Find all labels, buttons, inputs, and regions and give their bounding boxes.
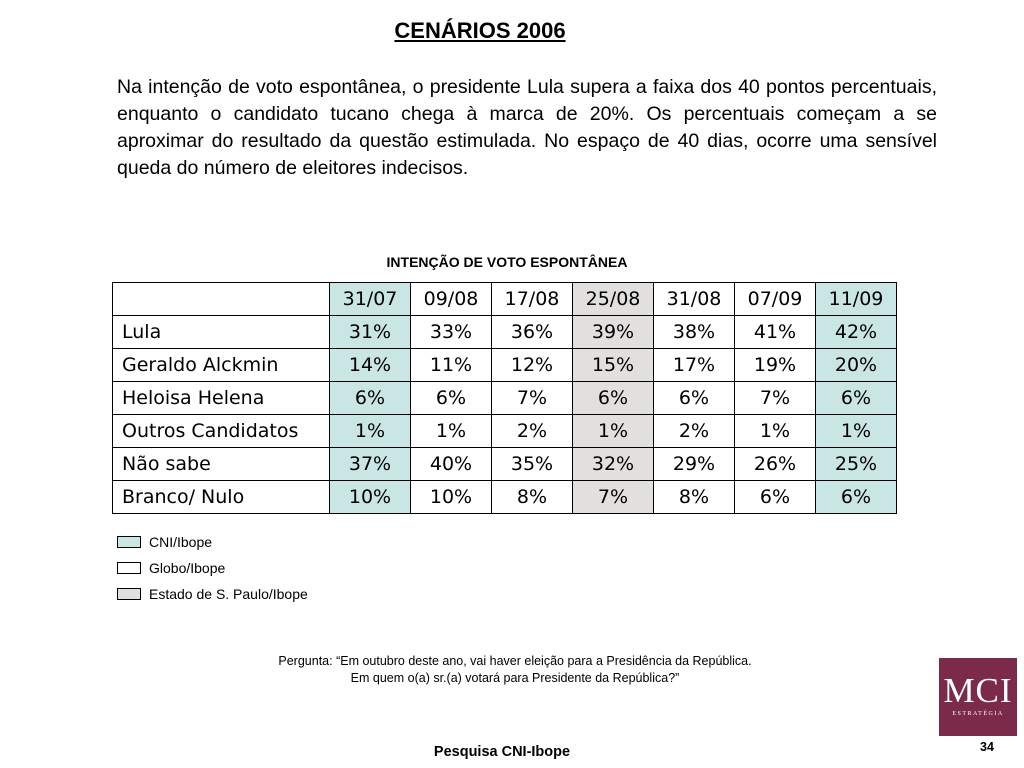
value-cell: 7% xyxy=(735,382,816,415)
date-header-cell: 25/08 xyxy=(573,283,654,316)
value-cell: 15% xyxy=(573,349,654,382)
candidate-label: Lula xyxy=(113,316,330,349)
date-header-cell: 31/07 xyxy=(330,283,411,316)
candidate-label: Heloisa Helena xyxy=(113,382,330,415)
value-cell: 29% xyxy=(654,448,735,481)
intro-paragraph: Na intenção de voto espontânea, o presidente Lula supera a faixa dos 40 pontos percentuais, enquanto o candidato tucano chega à marca de 20%. Os percentuais começam a se aproximar do resultado da questão estimulada. No espaço de 40 dias, ocorre uma sensível queda do número de eleitores indecisos. xyxy=(117,76,937,179)
value-cell: 1% xyxy=(411,415,492,448)
value-cell: 6% xyxy=(573,382,654,415)
value-cell: 33% xyxy=(411,316,492,349)
date-header-cell: 07/09 xyxy=(735,283,816,316)
value-cell: 7% xyxy=(492,382,573,415)
value-cell: 32% xyxy=(573,448,654,481)
table-header-row xyxy=(113,283,897,316)
value-cell: 6% xyxy=(816,481,897,514)
value-cell: 19% xyxy=(735,349,816,382)
table-row xyxy=(113,448,897,481)
date-header-cell: 31/08 xyxy=(654,283,735,316)
candidate-label: Outros Candidatos xyxy=(113,415,330,448)
value-cell: 35% xyxy=(492,448,573,481)
candidate-label: Não sabe xyxy=(113,448,330,481)
source-legend xyxy=(117,529,308,607)
value-cell: 11% xyxy=(411,349,492,382)
value-cell: 26% xyxy=(735,448,816,481)
survey-question: Pergunta: “Em outubro deste ano, vai haver eleição para a Presidência da República. Em quem o(a) sr.(a) votará para Presidente da República?” xyxy=(278,654,752,685)
value-cell: 40% xyxy=(411,448,492,481)
legend-label: Globo/Ibope xyxy=(149,560,226,576)
value-cell: 25% xyxy=(816,448,897,481)
value-cell: 8% xyxy=(492,481,573,514)
value-cell: 8% xyxy=(654,481,735,514)
legend-item-cni xyxy=(117,529,308,555)
table-row xyxy=(113,415,897,448)
legend-label: Estado de S. Paulo/Ibope xyxy=(149,586,308,602)
value-cell: 1% xyxy=(816,415,897,448)
value-cell: 12% xyxy=(492,349,573,382)
value-cell: 38% xyxy=(654,316,735,349)
logo-main-text: MCI xyxy=(943,671,1013,710)
value-cell: 7% xyxy=(573,481,654,514)
value-cell: 17% xyxy=(654,349,735,382)
table-corner-cell xyxy=(113,283,330,316)
value-cell: 6% xyxy=(816,382,897,415)
value-cell: 6% xyxy=(735,481,816,514)
value-cell: 10% xyxy=(411,481,492,514)
vote-intention-table xyxy=(112,282,897,514)
slide-title: CENÁRIOS 2006 xyxy=(394,18,566,43)
value-cell: 39% xyxy=(573,316,654,349)
value-cell: 42% xyxy=(816,316,897,349)
table-title: INTENÇÃO DE VOTO ESPONTÂNEA xyxy=(386,254,628,270)
legend-swatch xyxy=(117,588,141,600)
logo-sub-text: ESTRATÉGIA xyxy=(952,711,1004,717)
table-row xyxy=(113,349,897,382)
value-cell: 2% xyxy=(492,415,573,448)
value-cell: 31% xyxy=(330,316,411,349)
value-cell: 6% xyxy=(330,382,411,415)
date-header-cell: 17/08 xyxy=(492,283,573,316)
candidate-label: Branco/ Nulo xyxy=(113,481,330,514)
date-header-cell: 09/08 xyxy=(411,283,492,316)
value-cell: 1% xyxy=(330,415,411,448)
legend-item-estado xyxy=(117,581,308,607)
value-cell: 36% xyxy=(492,316,573,349)
table-row xyxy=(113,316,897,349)
candidate-label: Geraldo Alckmin xyxy=(113,349,330,382)
date-header-cell: 11/09 xyxy=(816,283,897,316)
value-cell: 1% xyxy=(573,415,654,448)
value-cell: 20% xyxy=(816,349,897,382)
table-row xyxy=(113,382,897,415)
value-cell: 1% xyxy=(735,415,816,448)
value-cell: 6% xyxy=(411,382,492,415)
legend-item-globo xyxy=(117,555,308,581)
mci-logo xyxy=(939,658,1017,736)
page-number: 34 xyxy=(980,740,994,754)
value-cell: 6% xyxy=(654,382,735,415)
footer-source: Pesquisa CNI-Ibope xyxy=(433,744,571,760)
value-cell: 14% xyxy=(330,349,411,382)
value-cell: 2% xyxy=(654,415,735,448)
table-row xyxy=(113,481,897,514)
legend-label: CNI/Ibope xyxy=(149,534,213,550)
legend-swatch xyxy=(117,562,141,574)
value-cell: 10% xyxy=(330,481,411,514)
legend-swatch xyxy=(117,536,141,548)
value-cell: 41% xyxy=(735,316,816,349)
value-cell: 37% xyxy=(330,448,411,481)
